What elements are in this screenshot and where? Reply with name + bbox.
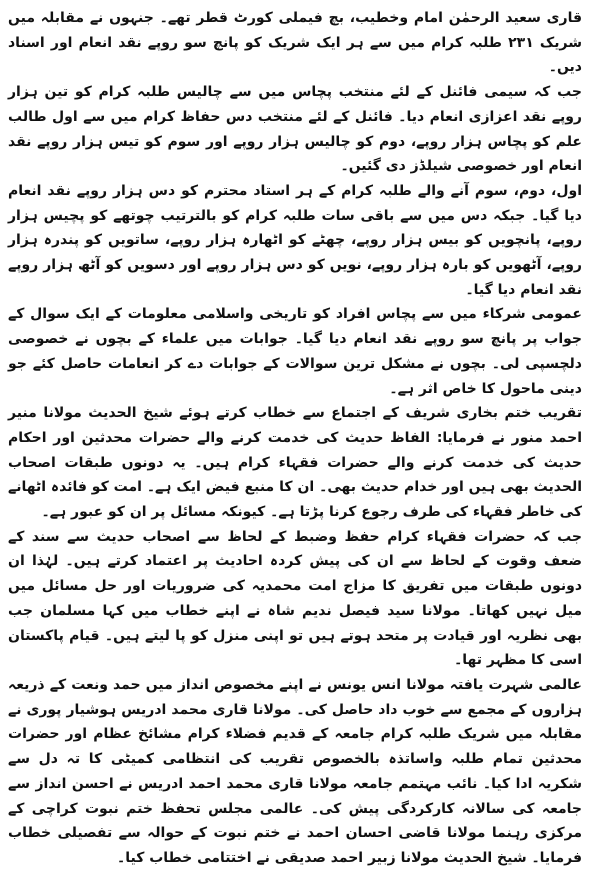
paragraph-judges-awards: قاری سعید الرحمٰن امام وخطیب، بچ فیملی کورٹ قطر تھے۔ جنہوں نے مقابلہ میں شریک ۲۳۱ طلبہ کرام میں سے ہر ایک شریک کو پانچ سو روپے نقد انعام اور اسناد دیں۔	[8, 10, 582, 76]
paragraph-bukhari-address: تقریب ختم بخاری شریف کے اجتماع سے خطاب کرتے ہوئے شیخ الحدیث مولانا منیر احمد منور نے فرمایا: الفاظ حدیث کی خدمت کرنے والے حضرات محدثین اور احکام حدیث کی خدمت کرنے والے حضرات فقہاء کرام ہیں۔ یہ دونوں طبقات اصحاب الحدیث بھی ہیں اور خدام حدیث بھی۔ ان کا منبع فیض ایک ہے۔ امت کو فائدہ اٹھانے کی خاطر فقہاء کی طرف رجوع کرنا پڑتا ہے۔ کیونکہ مسائل پر ان کو عبور ہے۔	[8, 405, 582, 521]
paragraph-audience-quiz: عمومی شرکاء میں سے پچاس افراد کو تاریخی واسلامی معلومات کے ایک سوال کے جواب پر پانچ سو روپے نقد انعام دیا گیا۔ جوابات میں علماء کے بچوں نے خصوصی دلچسپی لی۔ بچوں نے مشکل ترین سوالات کے جوابات دے کر انعامات حاصل کئے جو دینی ماحول کا خاص اثر ہے۔	[8, 306, 582, 397]
paragraph-semifinal-final-prizes: جب کہ سیمی فائنل کے لئے منتخب پچاس میں سے چالیس طلبہ کرام کو تین ہزار روپے نقد اعزازی انعام دیا۔ فائنل کے لئے منتخب دس حفاظ کرام میں سے اول طالب علم کو پچاس ہزار روپے، دوم کو چالیس ہزار روپے اور سوم کو تیس ہزار روپے نقد انعام اور خصوصی شیلڈز دی گئیں۔	[8, 84, 582, 175]
paragraph-teacher-and-ranked-prizes: اول، دوم، سوم آنے والے طلبہ کرام کے ہر استاد محترم کو دس ہزار روپے نقد انعام دیا گیا۔ جبکہ دس میں سے باقی سات طلبہ کرام کو بالترتیب چوتھے کو پچیس ہزار روپے، پانچویں کو بیس ہزار روپے، چھٹے کو اٹھارہ ہزار روپے، ساتویں کو پندرہ ہزار روپے، آٹھویں کو بارہ ہزار روپے، نویں کو دس ہزار روپے اور دسویں کو آٹھ ہزار روپے نقد انعام دیا گیا۔	[8, 182, 582, 298]
paragraph-closing-speeches: عالمی شہرت یافتہ مولانا انس یونس نے اپنے مخصوص انداز میں حمد ونعت کے ذریعہ ہزاروں کے مجمع سے خوب داد حاصل کی۔ مولانا قاری محمد ادریس ہوشیار پوری نے مقابلہ میں شریک طلبہ کرام جامعہ کے قدیم فضلاء کرام مشائخ عظام اور حضرات محدثین تمام طلبہ واساتذہ بالخصوص تقریب کی انتظامی کمیٹی کا تہ دل سے شکریہ ادا کیا۔ نائب مہتمم جامعہ مولانا قاری محمد احمد ادریس نے احسن انداز سے جامعہ کی سالانہ کارکردگی پیش کی۔ عالمی مجلس تحفظ ختم نبوت کراچی کے مرکزی رہنما مولانا قاضی احسان احمد نے ختم نبوت کے حوالہ سے تفصیلی خطاب فرمایا۔ شیخ الحدیث مولانا زبیر احمد صدیقی نے اختتامی خطاب کیا۔	[8, 676, 582, 866]
paragraph-fuqaha-muhaddithin: جب کہ حضرات فقہاء کرام حفظ وضبط کے لحاظ سے اصحاب حدیث سے سند کے ضعف وقوت کے لحاظ سے ان کی پیش کردہ احادیث پر اعتماد کرتے ہیں۔ لہٰذا ان دونوں طبقات میں تفریق کا مزاج امت محمدیہ کی ضروریات اور حل مسائل میں میل نہیں کھاتا۔ مولانا سید فیصل ندیم شاہ نے اپنے خطاب میں کہا مسلمان جب بھی نظریہ اور قیادت پر متحد ہوتے ہیں تو اپنی منزل کو پا لیتے ہیں۔ قیام پاکستان اسی کا مظہر تھا۔	[8, 528, 582, 669]
